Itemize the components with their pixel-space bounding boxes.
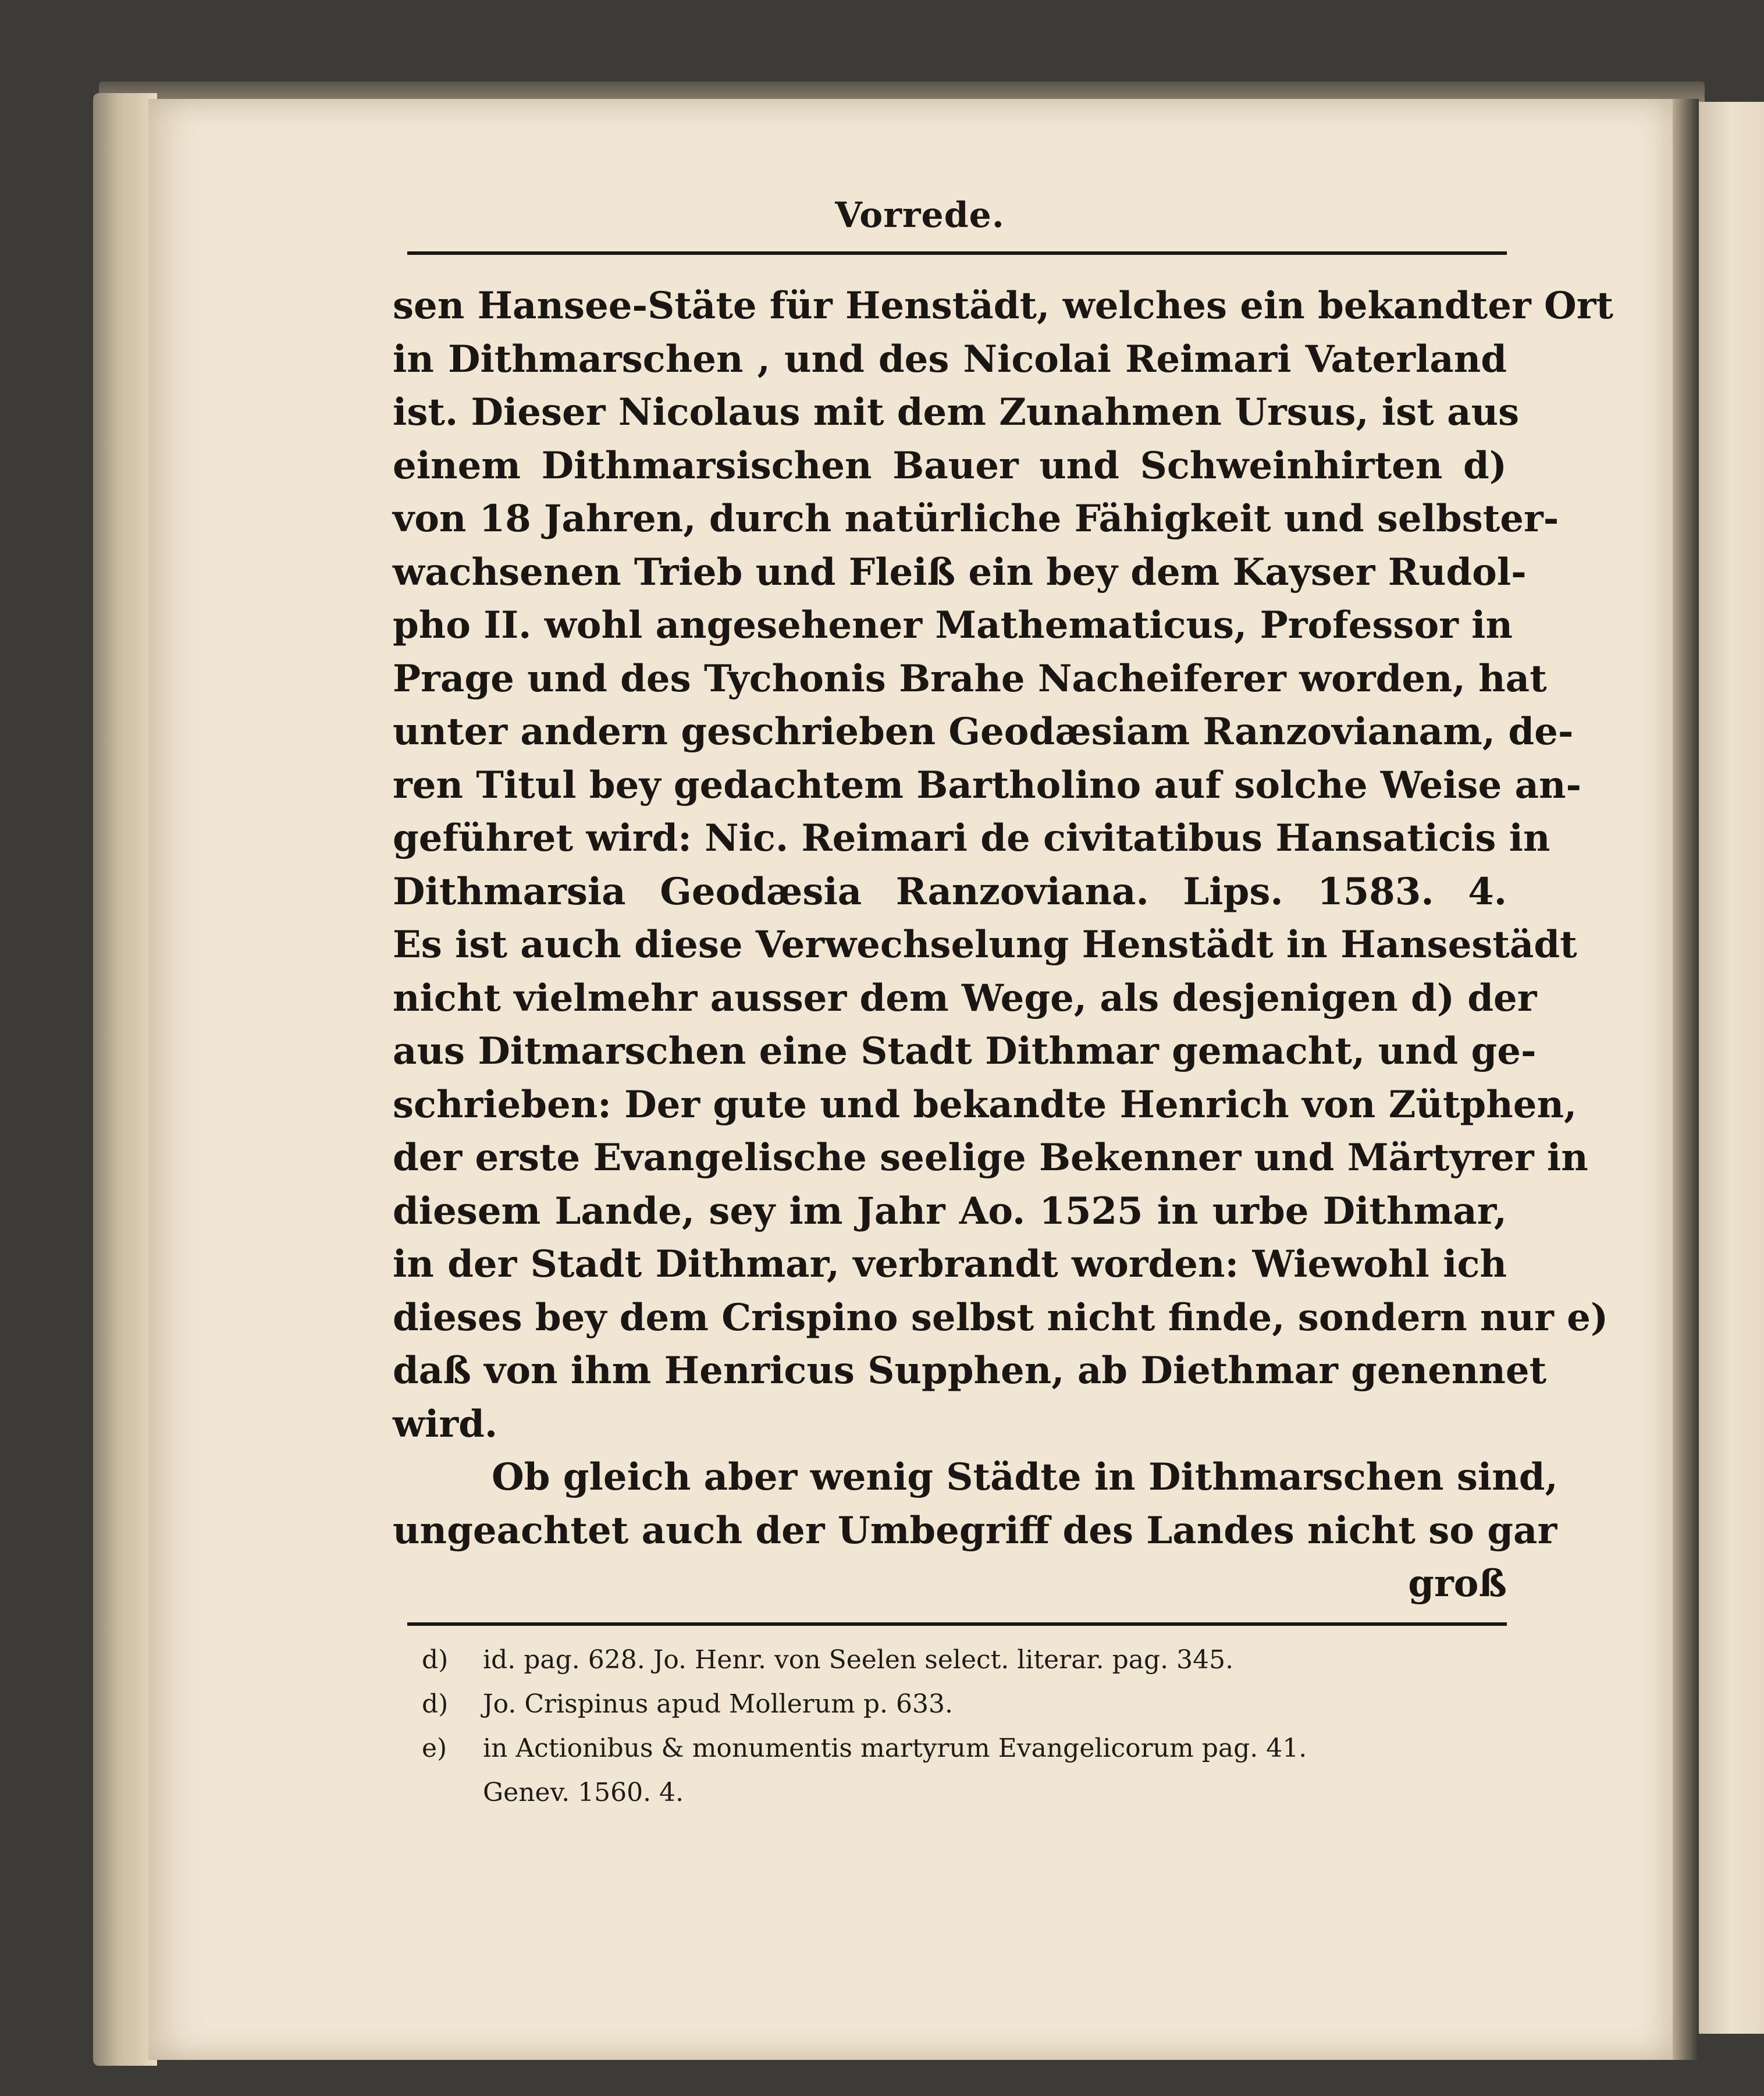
footnote-text: Genev. 1560. 4. xyxy=(483,1778,684,1807)
footnote xyxy=(422,1726,1504,1771)
footnote-mark: d) xyxy=(422,1645,449,1675)
footnote-text: id. pag. 628. Jo. Henr. von Seelen select. literar. pag. 345. xyxy=(483,1645,1234,1675)
text-line: geführet wird: Nic. Reimari de civitatibus Hansaticis in xyxy=(393,816,1550,860)
text-line: Ob gleich aber wenig Städte in Dithmarschen sind, xyxy=(492,1455,1558,1499)
text-line: nicht vielmehr ausser dem Wege, als desjenigen d) der xyxy=(393,976,1537,1020)
text-line: Es ist auch diese Verwechselung Henstädt in Hansestädt xyxy=(393,923,1577,967)
header-rule xyxy=(407,251,1507,255)
text-line: schrieben: Der gute und bekandte Henrich von Zütphen, xyxy=(393,1082,1577,1127)
facing-page-edge xyxy=(1699,102,1764,2034)
footnote xyxy=(422,1638,1504,1682)
footnote-continuation xyxy=(422,1771,1504,1815)
footnote-rule xyxy=(407,1622,1507,1626)
footnotes xyxy=(422,1638,1504,1815)
text-line: in der Stadt Dithmar, verbrandt worden: Wiewohl ich xyxy=(393,1242,1507,1286)
text-line: der erste Evangelische seelige Bekenner und Märtyrer in xyxy=(393,1136,1588,1180)
page-left-edge xyxy=(93,93,157,2066)
text-line: diesem Lande, sey im Jahr Ao. 1525 in urbe Dithmar, xyxy=(393,1189,1507,1233)
footnote-text: Jo. Crispinus apud Mollerum p. 633. xyxy=(483,1689,953,1719)
text-line: in Dithmarschen , und des Nicolai Reimari Vaterland xyxy=(393,337,1507,381)
text-line: ungeachtet auch der Umbegriff des Landes nicht so gar xyxy=(393,1508,1557,1553)
running-header: Vorrede. xyxy=(835,195,1005,236)
text-line: daß von ihm Henricus Supphen, ab Diethmar genennet xyxy=(393,1349,1547,1392)
text-line: wird. xyxy=(393,1402,498,1446)
text-line: ist. Dieser Nicolaus mit dem Zunahmen Ursus, ist aus xyxy=(393,390,1520,434)
text-line: Prage und des Tychonis Brahe Nacheiferer worden, hat xyxy=(393,656,1547,701)
text-line: einem Dithmarsischen Bauer und Schweinhirten d) xyxy=(393,443,1507,488)
text-line: ren Titul bey gedachtem Bartholino auf solche Weise an- xyxy=(393,763,1582,807)
text-line: pho II. wohl angesehener Mathematicus, Professor in xyxy=(393,603,1513,647)
text-line: wachsenen Trieb und Fleiß ein bey dem Kayser Rudol- xyxy=(393,550,1527,594)
footnote-mark: d) xyxy=(422,1689,449,1719)
body-text xyxy=(393,279,1613,1611)
catchword: groß xyxy=(1408,1562,1507,1605)
text-line: Dithmarsia Geodæsia Ranzoviana. Lips. 1583. 4. xyxy=(393,869,1507,914)
book-gutter xyxy=(1673,99,1699,2060)
text-line: dieses bey dem Crispino selbst nicht finde, sondern nur e) xyxy=(393,1295,1609,1340)
text-line: aus Ditmarschen eine Stadt Dithmar gemacht, und ge- xyxy=(393,1029,1537,1073)
footnote-mark: e) xyxy=(422,1733,447,1763)
text-line: von 18 Jahren, durch natürliche Fähigkeit und selbster- xyxy=(393,497,1559,541)
text-line: sen Hansee-Stäte für Henstädt, welches ein bekandter Ort xyxy=(393,284,1613,328)
footnote-text: in Actionibus & monumentis martyrum Evangelicorum pag. 41. xyxy=(483,1733,1307,1763)
footnote xyxy=(422,1682,1504,1726)
text-line: unter andern geschrieben Geodæsiam Ranzovianam, de- xyxy=(393,710,1574,754)
